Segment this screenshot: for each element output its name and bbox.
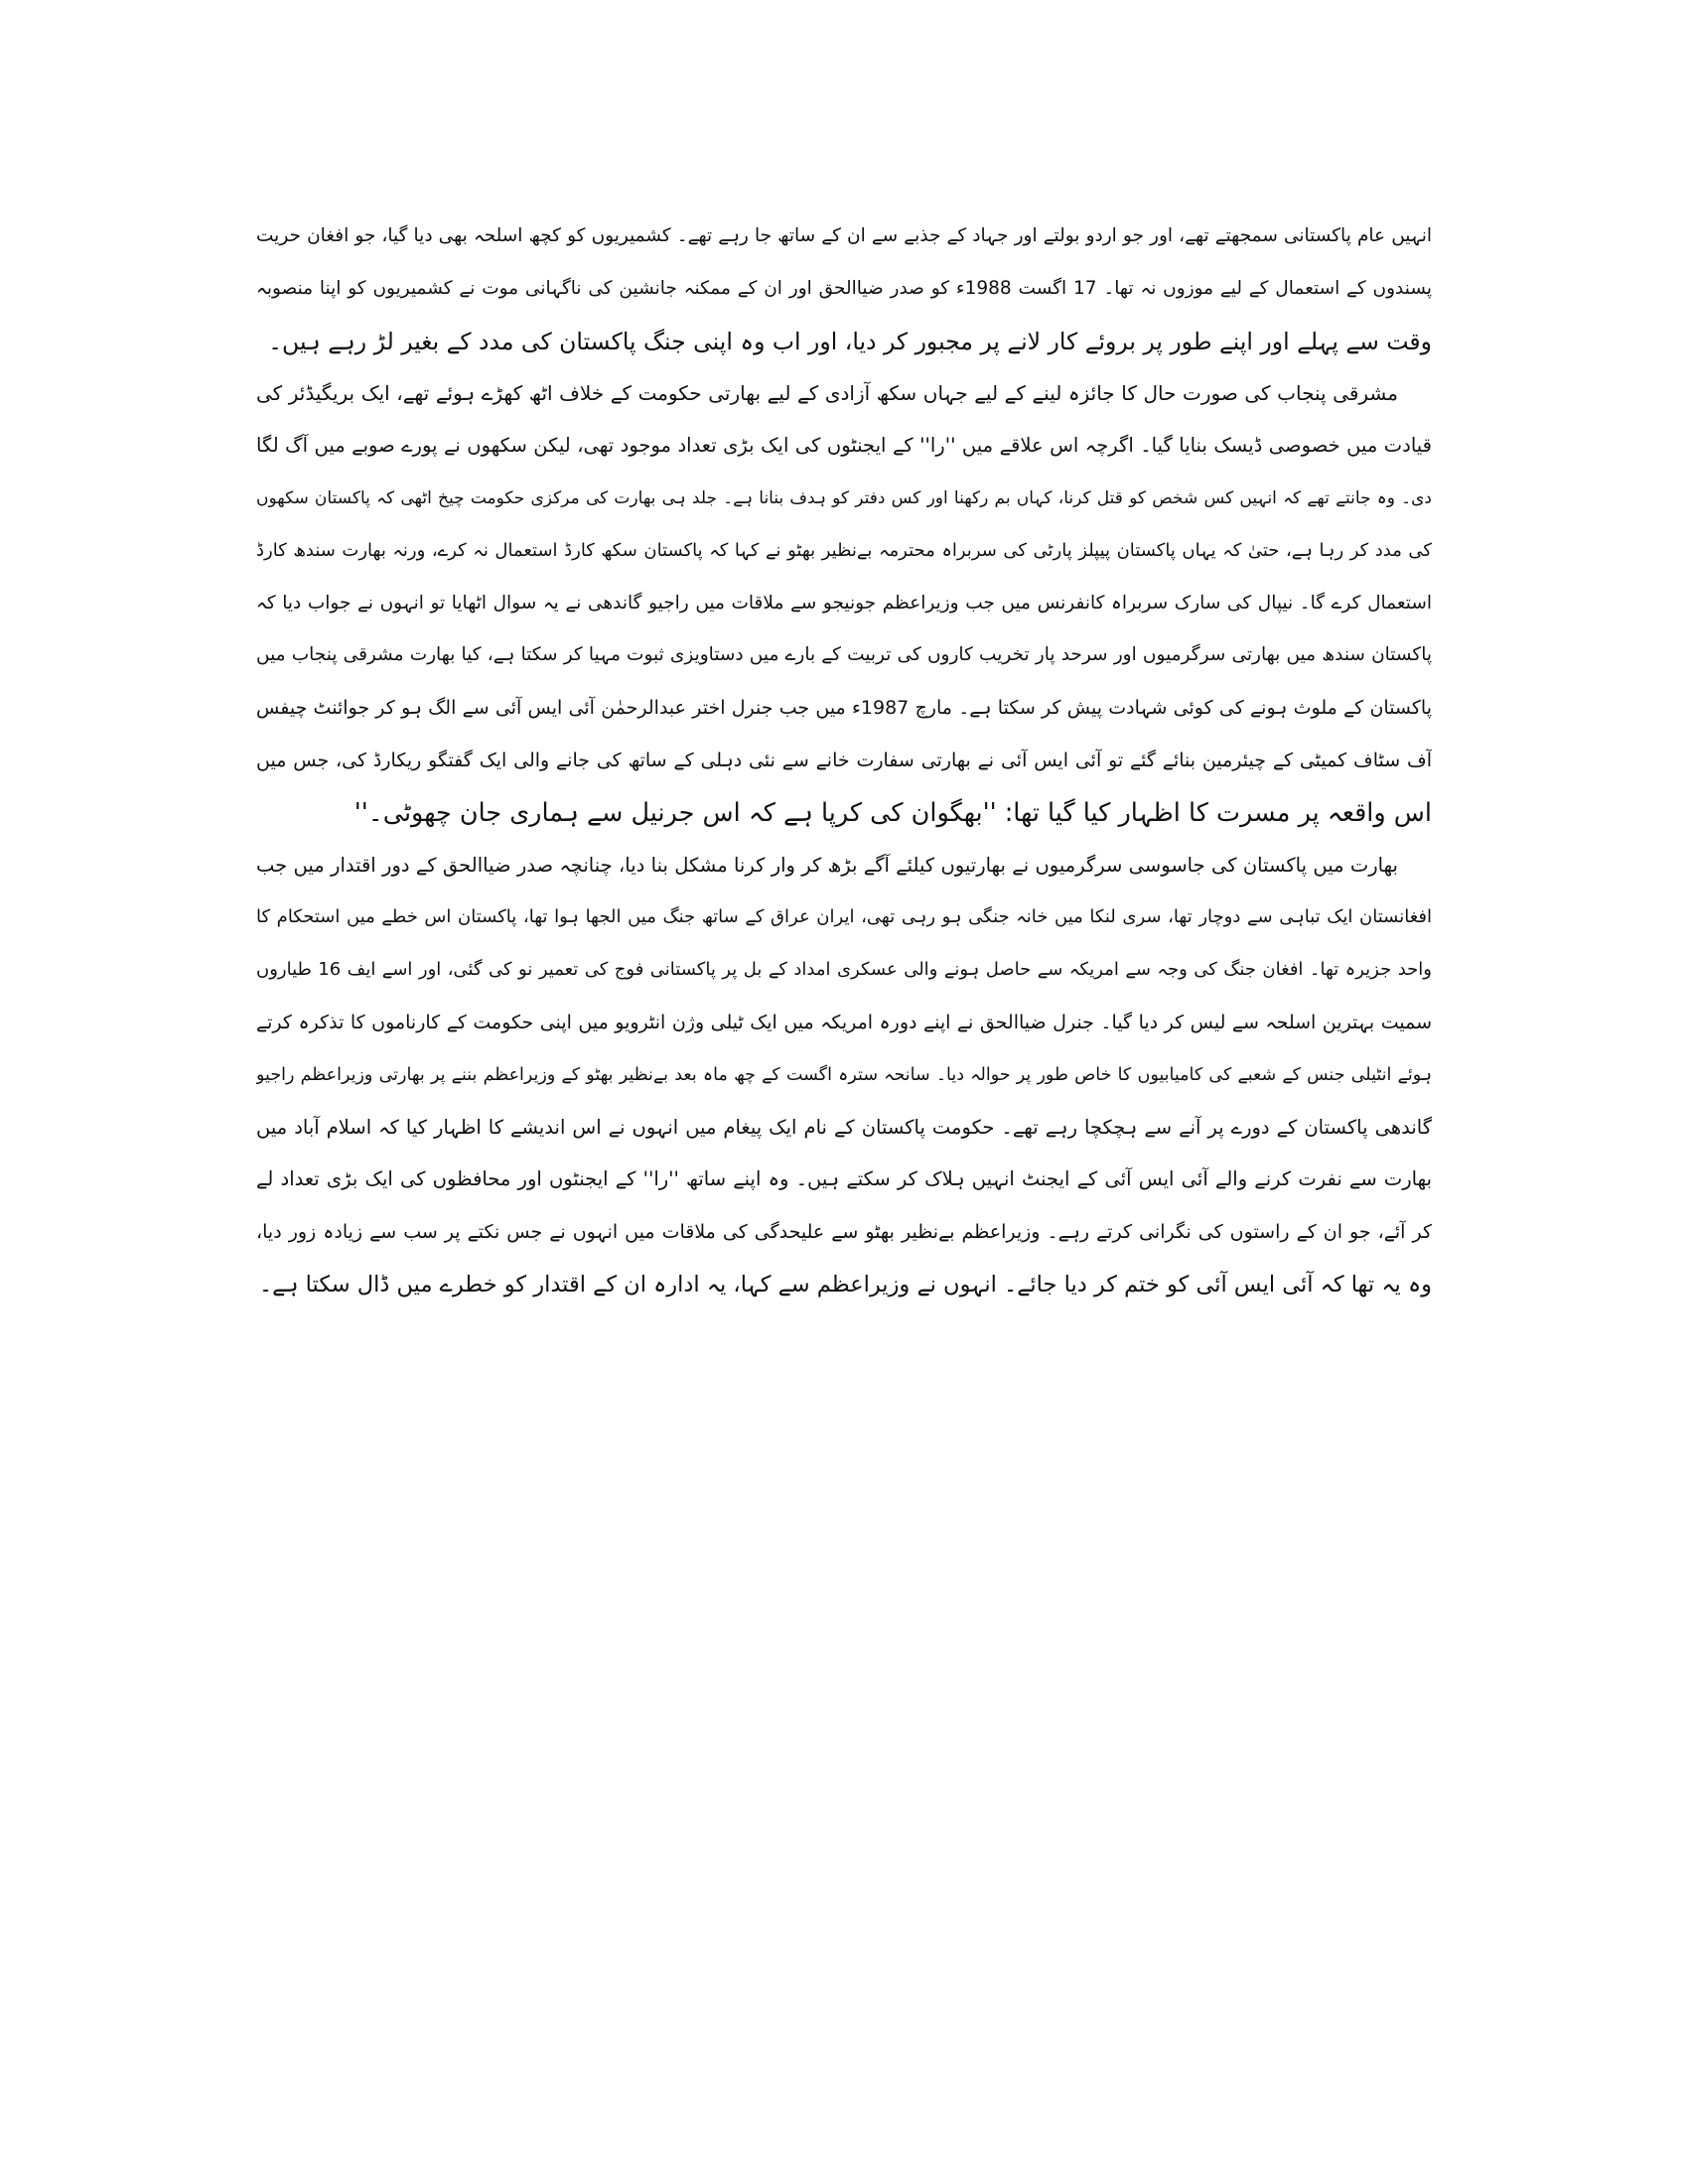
text-line: گاندھی پاکستان کے دورے پر آنے سے ہچکچا رہے تھے۔ حکومت پاکستان کے نام ایک پیغام میں انہوں نے اس اندیشے کا اظہار کیا کہ اسلام آباد میں <box>256 1115 1432 1139</box>
text-line: بھارت سے نفرت کرنے والے آئی ایس آئی کے ایجنٹ انہیں ہلاک کر سکتے ہیں۔ وہ اپنے ساتھ ''را'' کے ایجنٹوں اور محافظوں کی ایک بڑی تعداد لے <box>256 1167 1432 1191</box>
text-line: استعمال کرے گا۔ نیپال کی سارک سربراہ کانفرنس میں جب وزیراعظم جونیجو سے ملاقات میں راجیو گاندھی نے یہ سوال اٹھایا تو انہوں نے جواب دیا کہ <box>256 592 1432 614</box>
text-line: دی۔ وہ جانتے تھے کہ انہیں کس شخص کو قتل کرنا، کہاں بم رکھنا اور کس دفتر کو ہدف بنانا ہے۔ جلد ہی بھارت کی مرکزی حکومت چیخ اٹھی کہ پاکستان سکھوں <box>256 487 1432 508</box>
text-line: کر آئے، جو ان کے راستوں کی نگرانی کرتے رہے۔ وزیراعظم بےنظیر بھٹو سے علیحدگی کی ملاقات میں انہوں نے جس نکتے پر سب سے زیادہ زور دیا، <box>256 1221 1432 1244</box>
text-line: سمیت بہترین اسلحہ سے لیس کر دیا گیا۔ جنرل ضیاالحق نے اپنے دورہ امریکہ میں ایک ٹیلی وژن انٹرویو میں اپنی حکومت کے کارناموں کا تذکرہ کرتے <box>256 1011 1432 1033</box>
paragraph-1 <box>256 210 1432 367</box>
text-line: وہ یہ تھا کہ آئی ایس آئی کو ختم کر دیا جائے۔ انہوں نے وزیراعظم سے کہا، یہ ادارہ ان کے اقتدار کو خطرے میں ڈال سکتا ہے۔ <box>258 1271 1432 1297</box>
text-line: پاکستان کے ملوث ہونے کی کوئی شہادت پیش کر سکتا ہے۔ مارچ 1987ء میں جب جنرل اختر عبدالرحمٰن آئی ایس آئی سے الگ ہو کر جوائنٹ چیفس <box>256 697 1432 720</box>
text-line: افغانستان ایک تباہی سے دوچار تھا، سری لنکا میں خانہ جنگی ہو رہی تھی، ایران عراق کے ساتھ جنگ میں الجھا ہوا تھا، پاکستان اس خطے میں استحکام کا <box>256 906 1432 928</box>
text-line: کی مدد کر رہا ہے، حتیٰ کہ یہاں پاکستان پیپلز پارٹی کی سربراہ محترمہ بےنظیر بھٹو نے کہا کہ پاکستان سکھ کارڈ استعمال نہ کرے، ورنہ بھارت سندھ کارڈ <box>256 539 1432 561</box>
text-line: آف سٹاف کمیٹی کے چیئرمین بنائے گئے تو آئی ایس آئی نے بھارتی سفارت خانے سے نئی دہلی کے ساتھ کی جانے والی ایک گفتگو ریکارڈ کی، جس میں <box>256 749 1432 771</box>
text-line: اس واقعہ پر مسرت کا اظہار کیا گیا تھا: ''بھگوان کی کرپا ہے کہ اس جرنیل سے ہماری جان چھوٹی۔'' <box>353 797 1432 828</box>
text-line: انہیں عام پاکستانی سمجھتے تھے، اور جو اردو بولتے اور جہاد کے جذبے سے ان کے ساتھ جا رہے تھے۔ کشمیریوں کو کچھ اسلحہ بھی دیا گیا، جو افغان حریت <box>256 225 1432 246</box>
text-line: قیادت میں خصوصی ڈیسک بنایا گیا۔ اگرچہ اس علاقے میں ''را'' کے ایجنٹوں کی ایک بڑی تعداد موجود تھی، لیکن سکھوں نے پورے صوبے میں آگ لگا <box>256 434 1432 458</box>
paragraph-2 <box>256 367 1432 839</box>
text-line: پسندوں کے استعمال کے لیے موزوں نہ تھا۔ 17 اگست 1988ء کو صدر ضیاالحق اور ان کے ممکنہ جانشین کی ناگہانی موت نے کشمیریوں کو اپنا منصوبہ <box>256 277 1432 299</box>
text-line: وقت سے پہلے اور اپنے طور پر بروئے کار لانے پر مجبور کر دیا، اور اب وہ اپنی جنگ پاکستان کی مدد کے بغیر لڑ رہے ہیں۔ <box>268 327 1432 355</box>
paragraph-3 <box>256 840 1432 1311</box>
text-line: پاکستان سندھ میں بھارتی سرگرمیوں اور سرحد پار تخریب کاروں کی تربیت کے بارے میں دستاویزی ثبوت مہیا کر سکتا ہے، کیا بھارت مشرقی پنجاب میں <box>256 644 1432 666</box>
text-line: واحد جزیرہ تھا۔ افغان جنگ کی وجہ سے امریکہ سے حاصل ہونے والی عسکری امداد کے بل پر پاکستانی فوج کی تعمیر نو کی گئی، اور اسے ایف 16 طیاروں <box>256 959 1432 981</box>
text-line: ہوئے انٹیلی جنس کے شعبے کی کامیابیوں کا خاص طور پر حوالہ دیا۔ سانحہ سترہ اگست کے چھ ماہ بعد بےنظیر بھٹو کے وزیراعظم بننے پر بھارتی وزیراعظم راجیو <box>256 1064 1432 1085</box>
text-line: بھارت میں پاکستان کی جاسوسی سرگرمیوں نے بھارتیوں کیلئے آگے بڑھ کر وار کرنا مشکل بنا دیا، چنانچہ صدر ضیاالحق کے دور اقتدار میں جب <box>256 853 1398 877</box>
body-text <box>256 210 1432 1311</box>
text-line: مشرقی پنجاب کی صورت حال کا جائزہ لینے کے لیے جہاں سکھ آزادی کے لیے بھارتی حکومت کے خلاف اٹھ کھڑے ہوئے تھے، ایک بریگیڈئر کی <box>256 381 1398 406</box>
